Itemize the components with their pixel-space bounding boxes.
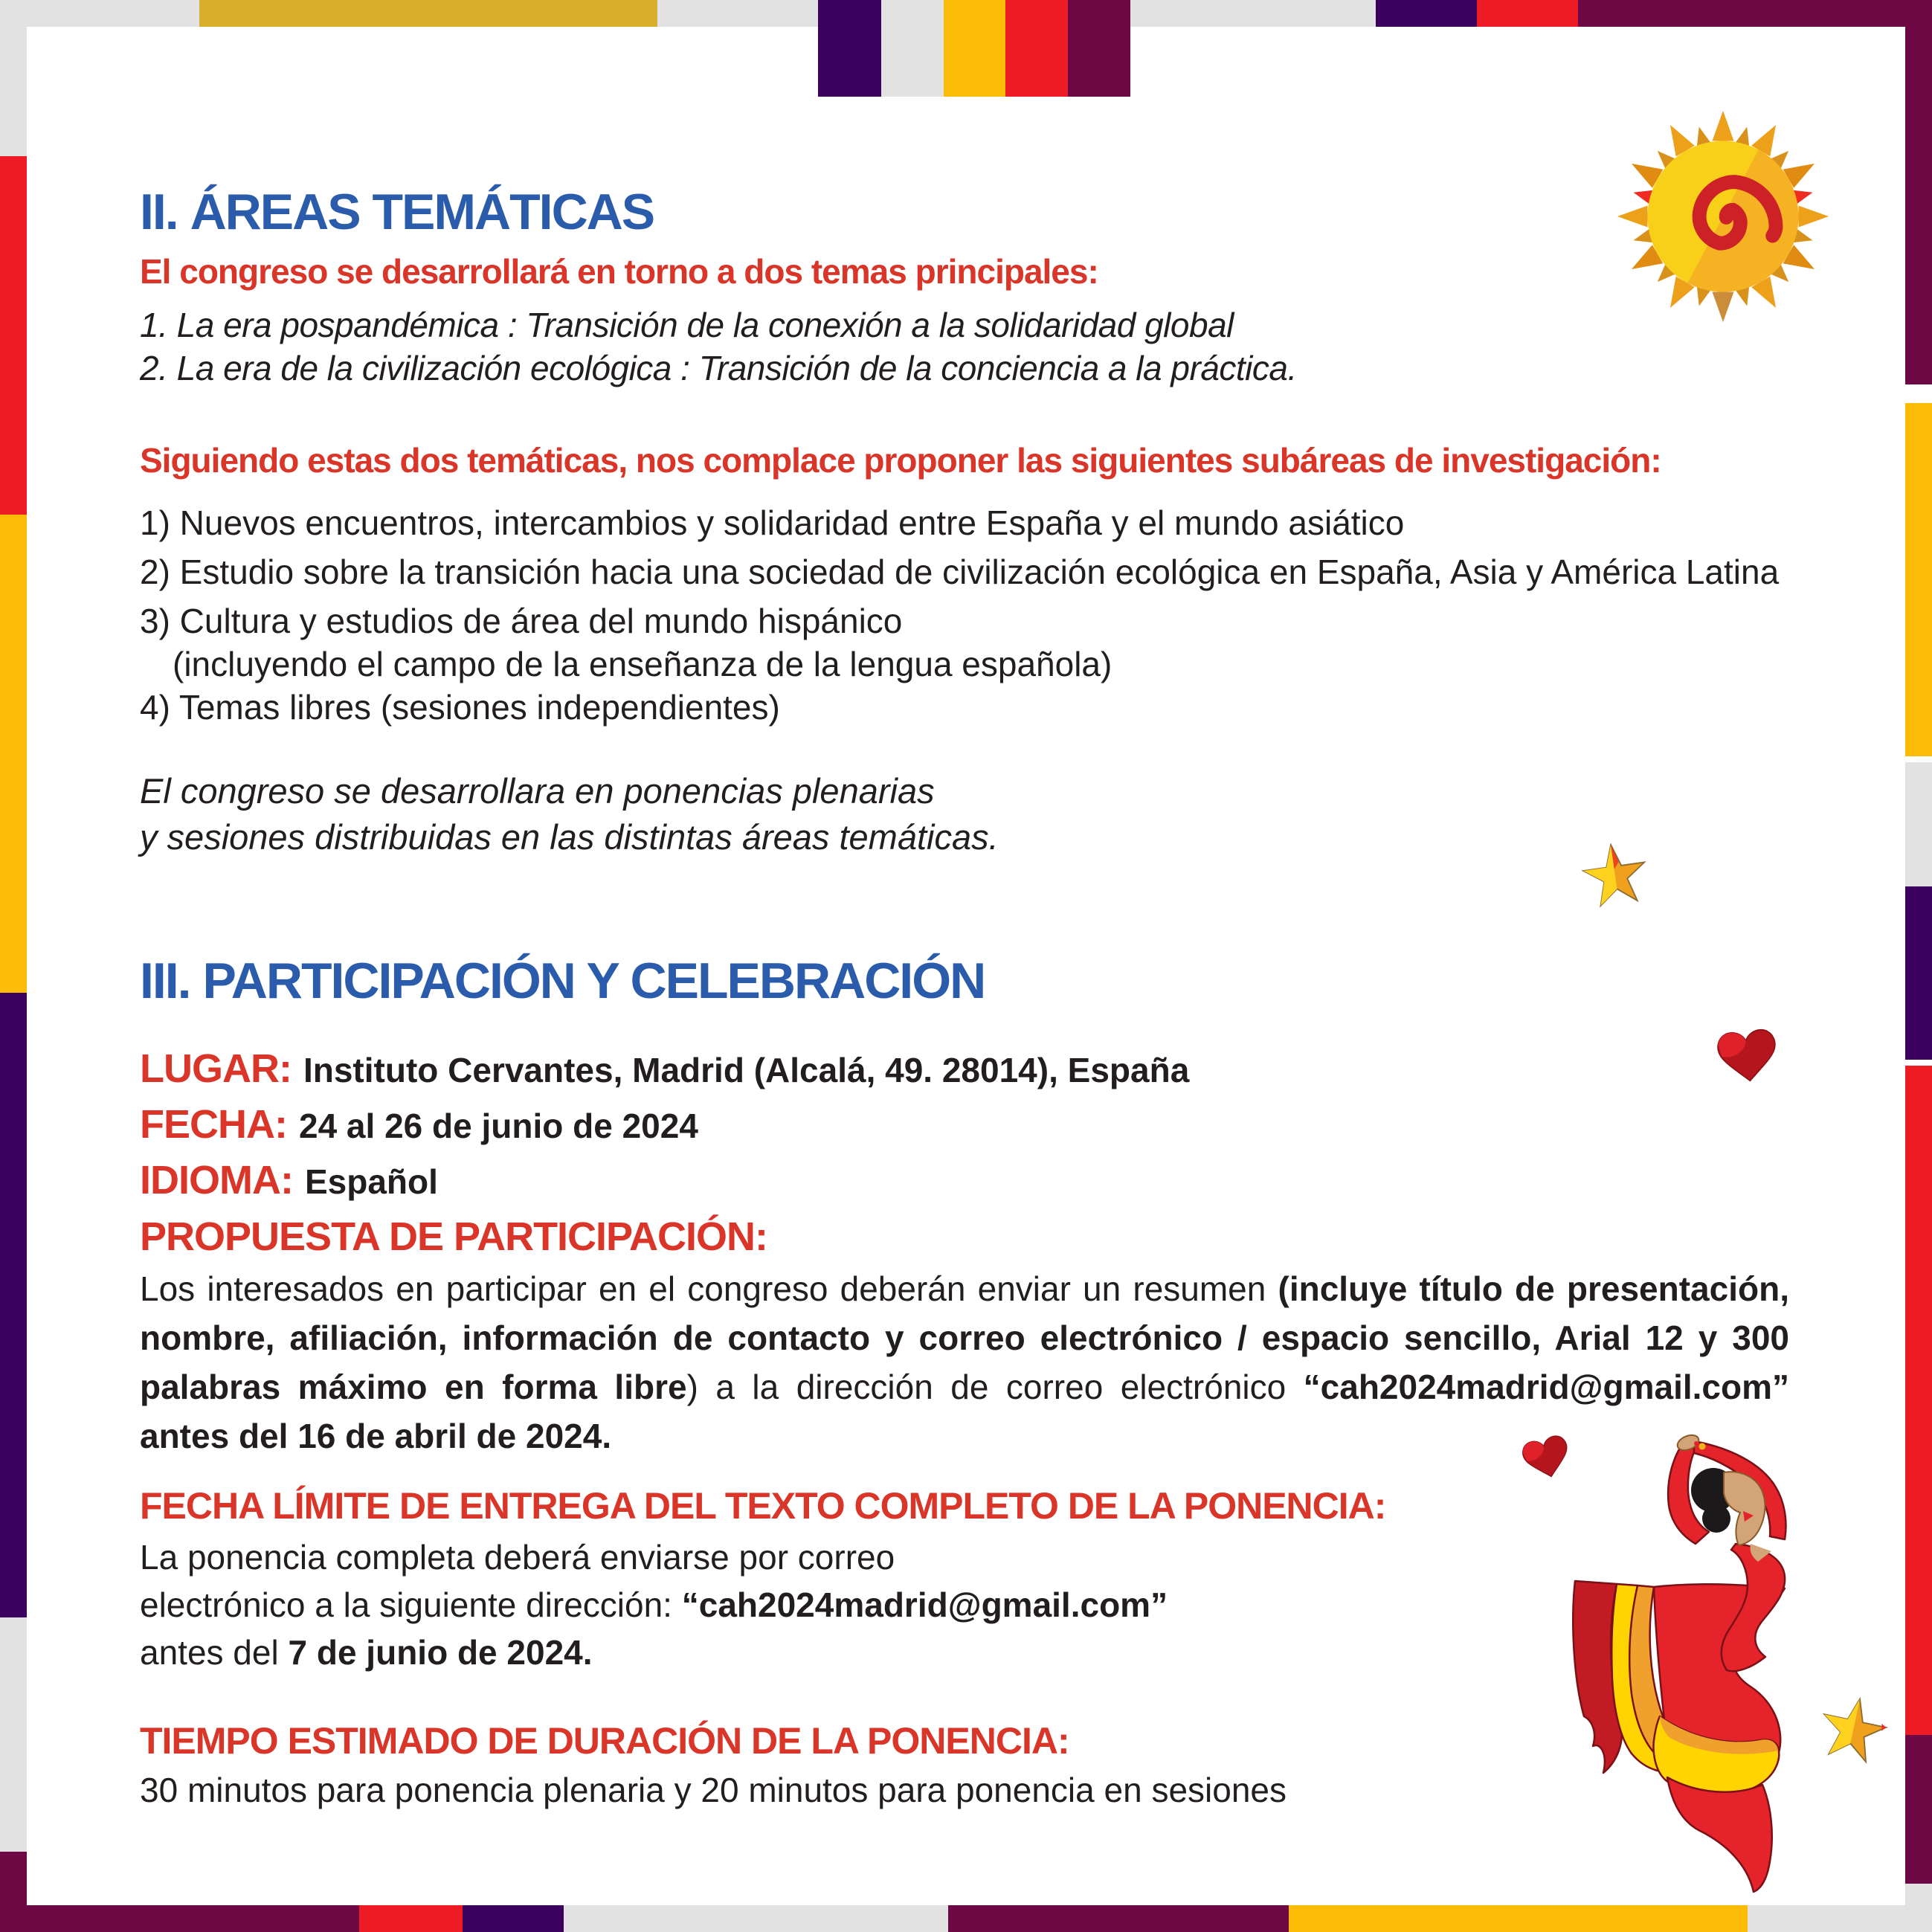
areas-note-line: y sesiones distribuidas en las distintas áreas temáticas. [140, 817, 999, 857]
border-top-segment [0, 0, 199, 27]
border-top-segment [1376, 0, 1477, 27]
sun-icon [1615, 109, 1831, 324]
border-right-segment [1905, 403, 1932, 756]
areas-intro: El congreso se desarrollará en torno a dos temas principales: [140, 252, 1098, 291]
border-top-segment [199, 0, 657, 27]
border-top-bar [1068, 0, 1130, 97]
star-icon [1811, 1689, 1895, 1772]
subarea-item-continuation: (incluyendo el campo de la enseñanza de la lengua española) [173, 645, 1112, 683]
border-bottom-segment [564, 1905, 948, 1932]
proposal-paragraph: Los interesados en participar en el congreso deberán enviar un resumen (incluye título de presentación, nombre, afiliación, información de contacto y correo electrónico / espacio sencillo, Arial 12 y 300 palabras máximo en forma libre) a la dirección de correo electrónico “cah2024madrid@gmail.com” antes del 16 de abril de 2024. [140, 1269, 1789, 1455]
deadline-title: FECHA LÍMITE DE ENTREGA DEL TEXTO COMPLETO DE LA PONENCIA: [140, 1485, 1386, 1527]
heart-icon [1710, 1020, 1786, 1093]
detail-row-lugar [140, 1046, 1189, 1092]
star-icon [1577, 837, 1654, 915]
deadline-line: La ponencia completa deberá enviarse por correo [140, 1538, 895, 1577]
subarea-item: 2) Estudio sobre la transición hacia una sociedad de civilización ecológica en España, Asia y América Latina [140, 553, 1780, 591]
border-bottom-segment [0, 1905, 359, 1932]
flamenco-dancer-illustration [1548, 1434, 1861, 1917]
border-top-bar [818, 0, 881, 97]
subarea-item: 1) Nuevos encuentros, intercambios y solidaridad entre España y el mundo asiático [140, 503, 1405, 542]
border-top-segment [1578, 0, 1932, 27]
deadline-line: electrónico a la siguiente dirección: “cah2024madrid@gmail.com” [140, 1585, 1168, 1624]
border-left-segment [0, 27, 27, 156]
border-top-bar [881, 0, 944, 97]
border-top-segment [1130, 0, 1376, 27]
border-right-segment [1905, 762, 1932, 886]
border-top-bar [944, 0, 1005, 97]
section-areas-title: II. ÁREAS TEMÁTICAS [140, 184, 654, 240]
detail-label: FECHA: [140, 1102, 287, 1147]
subarea-item: 4) Temas libres (sesiones independientes) [140, 688, 780, 727]
proposal-title: PROPUESTA DE PARTICIPACIÓN: [140, 1214, 768, 1259]
border-top-segment [1477, 0, 1578, 27]
border-right-segment [1905, 1735, 1932, 1884]
subareas-intro: Siguiendo estas dos temáticas, nos complace proponer las siguientes subáreas de investigación: [140, 441, 1661, 480]
theme-item: 2. La era de la civilización ecológica : Transición de la conciencia a la práctica. [140, 349, 1297, 387]
detail-value: 24 al 26 de junio de 2024 [298, 1107, 698, 1145]
detail-value: Español [304, 1162, 438, 1201]
border-bottom-segment [463, 1905, 564, 1932]
border-right-segment [1905, 1066, 1932, 1735]
border-left-segment [0, 156, 27, 515]
detail-label: IDIOMA: [140, 1158, 293, 1202]
deadline-line: antes del 7 de junio de 2024. [140, 1633, 593, 1672]
theme-item: 1. La era pospandémica : Transición de la conexión a la solidaridad global [140, 306, 1234, 344]
duration-text: 30 minutos para ponencia plenaria y 20 minutos para ponencia en sesiones [140, 1771, 1287, 1809]
detail-row-fecha [140, 1101, 698, 1147]
detail-row-idioma [140, 1157, 438, 1203]
areas-note-line: El congreso se desarrollara en ponencias plenarias [140, 771, 935, 811]
duration-title: TIEMPO ESTIMADO DE DURACIÓN DE LA PONENCIA: [140, 1720, 1069, 1762]
border-left-segment [0, 1617, 27, 1852]
subarea-item: 3) Cultura y estudios de área del mundo hispánico [140, 602, 903, 640]
border-bottom-segment [948, 1905, 1289, 1932]
detail-value: Instituto Cervantes, Madrid (Alcalá, 49. 28014), España [303, 1051, 1190, 1089]
border-left-segment [0, 993, 27, 1617]
section-participation-title: III. PARTICIPACIÓN Y CELEBRACIÓN [140, 953, 985, 1009]
detail-label: LUGAR: [140, 1046, 292, 1091]
border-bottom-segment [359, 1905, 463, 1932]
border-top-bar [1005, 0, 1068, 97]
border-top-segment [657, 0, 818, 27]
border-left-segment [0, 515, 27, 993]
border-right-segment [1905, 27, 1932, 384]
border-right-segment [1905, 886, 1932, 1060]
